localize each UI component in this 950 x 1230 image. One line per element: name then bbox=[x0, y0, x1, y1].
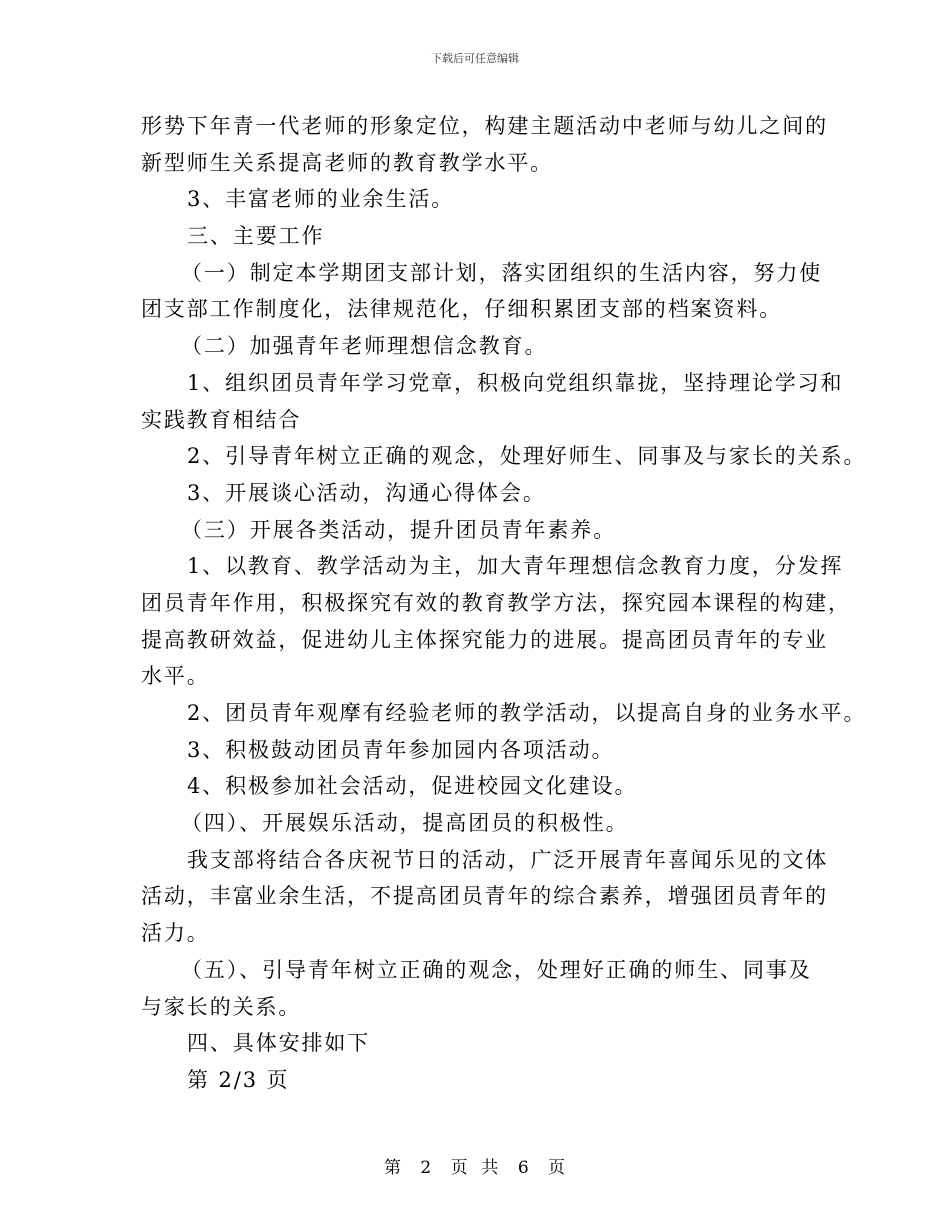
footer-suffix: 页 bbox=[548, 1158, 567, 1178]
text-line: 4、积极参加社会活动，促进校园文化建设。 bbox=[187, 774, 638, 799]
text-line: 3、丰富老师的业余生活。 bbox=[187, 187, 455, 212]
inline-page-marker: 第 2/3 页 bbox=[187, 1067, 290, 1092]
text-line: 团员青年作用，积极探究有效的教育教学方法，探究园本课程的构建， bbox=[141, 590, 851, 615]
subsection-heading: （五）、引导青年树立正确的观念，处理好正确的师生、同事及 bbox=[181, 957, 812, 982]
footer-prefix: 第 bbox=[383, 1158, 402, 1178]
text-line: 2、团员青年观摩有经验老师的教学活动，以提高自身的业务水平。 bbox=[187, 701, 867, 725]
document-body bbox=[141, 108, 867, 1099]
text-line: 活力。 bbox=[141, 921, 210, 946]
subsection-heading: （四）、开展娱乐活动，提高团员的积极性。 bbox=[181, 811, 629, 836]
text-line: 新型师生关系提高老师的教育教学水平。 bbox=[141, 150, 554, 175]
page-footer bbox=[0, 1153, 950, 1178]
text-line: 我支部将结合各庆祝节日的活动，广泛开展青年喜闻乐见的文体 bbox=[187, 847, 829, 872]
text-line: 3、开展谈心活动，沟通心得体会。 bbox=[187, 480, 546, 505]
text-line: 提高教研效益，促进幼儿主体探究能力的进展。提高团员青年的专业 bbox=[141, 627, 828, 652]
text-line: 形势下年青一代老师的形象定位，构建主题活动中老师与幼儿之间的 bbox=[141, 114, 828, 138]
text-line: 与家长的关系。 bbox=[141, 994, 302, 1019]
section-heading: 三、主要工作 bbox=[187, 224, 325, 249]
text-line: 水平。 bbox=[141, 664, 210, 689]
footer-middle: 页 共 bbox=[450, 1158, 500, 1178]
text-line: 团支部工作制度化，法律规范化，仔细积累团支部的档案资料。 bbox=[141, 297, 783, 322]
text-line: 1、组织团员青年学习党章，积极向党组织靠拢，坚持理论学习和 bbox=[187, 370, 844, 395]
subsection-heading: （二）加强青年老师理想信念教育。 bbox=[181, 334, 548, 359]
page-header: 下载后可任意编辑 bbox=[431, 52, 519, 65]
text-line: 1、以教育、教学活动为主，加大青年理想信念教育力度，分发挥 bbox=[187, 554, 844, 579]
text-line: 2、引导青年树立正确的观念，处理好师生、同事及与家长的关系。 bbox=[187, 444, 867, 469]
footer-total-pages: 6 bbox=[517, 1158, 530, 1178]
text-line: 实践教育相结合 bbox=[141, 407, 302, 432]
text-line: 活动，丰富业余生活，不提高团员青年的综合素养，增强团员青年的 bbox=[141, 884, 828, 909]
text-line: 3、积极鼓动团员青年参加园内各项活动。 bbox=[187, 737, 615, 762]
footer-current-page: 2 bbox=[420, 1158, 433, 1178]
subsection-heading: （一）制定本学期团支部计划，落实团组织的生活内容，努力使 bbox=[181, 260, 823, 285]
subsection-heading: （三）开展各类活动，提升团员青年素养。 bbox=[181, 517, 617, 542]
section-heading: 四、具体安排如下 bbox=[187, 1031, 371, 1056]
